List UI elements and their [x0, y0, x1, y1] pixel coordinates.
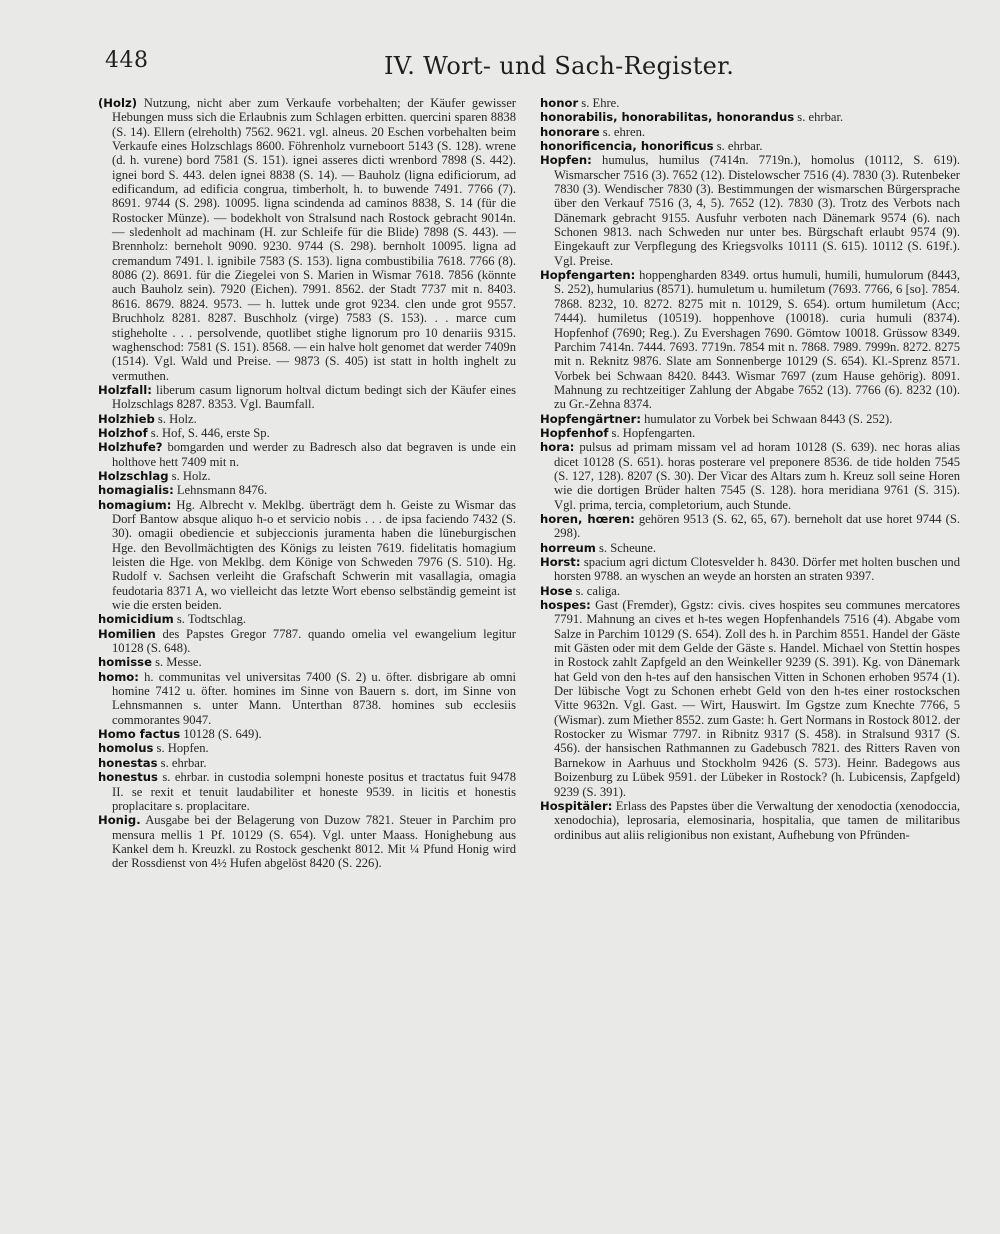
index-entry — [98, 96, 516, 383]
entry-text: s. ehrbar. — [157, 755, 207, 770]
entry-text: pulsus ad primam missam vel ad horam 10128 (S. 639). nec horas alias dicet 10128 (S. 651). horas posterare vel preponere 8536. de tide holden 7545 (S. 127, 128). 8207 (S. 30). Der Vicar des Altars zum h. Kreuz soll seine Horen wie die dortigen Brüder halten 7545 (S. 128). hora meridiana 9761 (S. 315). Vgl. prima, tercia, completorium, auch Stunde. — [554, 440, 960, 512]
right-column — [540, 96, 960, 842]
entry-text: s. ehren. — [599, 124, 646, 139]
index-entry — [540, 598, 960, 799]
entry-headword: horen, hœren: — [540, 511, 635, 526]
entry-headword: Holzhof — [98, 425, 148, 440]
entry-text: s. ehrbar. — [794, 110, 844, 125]
entry-headword: hospes: — [540, 598, 591, 613]
entry-headword: homisse — [98, 655, 152, 670]
index-entry — [98, 483, 516, 497]
index-entry — [98, 426, 516, 440]
entry-text: s. Hopfengarten. — [608, 425, 696, 440]
index-entry — [540, 125, 960, 139]
page-title: IV. Wort- und Sach-Register. — [384, 52, 735, 80]
entry-headword: Hopfenhof — [540, 425, 609, 440]
entry-text: Nutzung, nicht aber zum Verkaufe vorbehalten; der Käufer gewisser Hebungen muss sich die Erlaubnis zum Schlagen erbitten. quercini sparen 8838 (S. 14). Ellern (elreholth) 7562. 9621. vgl. alneus. 20 Eschen vorbehalten beim Verkaufe eines Holzschlags 8600. Föhrenholz vurneboort 5143 (S. 128). wrene (d. h. vurene) bord 7581 (S. 151). ignei asseres dicti wrenbord 7898 (S. 442). ignei bord S. 443. delen ignei 8838 (S. 14). — Bauholz (ligna edificiorum, ad edificandum, ad edificia congrua, timberholt, h. to buwende 7491. 7766 (7). 8691. 9744 (S. 298). 10095. ligna scindenda ad caminos 8838, S. 14 (für die Rostocker Münze). — bodekholt von Stralsund nach Rostock gebracht 9014n. — sledenholt ad machinam (H. zur Schleife für die Blide) 7898 (S. 443). — Brennholz: berneholt 9090. 9230. 9744 (S. 298). bernholt 10095. ligna ad cremandum 7491. l. ignibile 7583 (S. 153). ligna combustibilia 7618. 7766 (8). 8086 (2). 8691. für die Ziegelei von S. Marien in Wismar 7618. 7856 (könnte auch Bauholz sein). 7920 (Eichen). 7991. 8562. der Stadt 7737 mit n. 8403. 8616. 8679. 8824. 9573. — h. luttek unde grot 9234. clen unde grot 9557. Bruchholz 8281. 8287. Buschholz (virge) 7583 (S. 153). . . marce cum stigheholte . . . persolvende, quotlibet stighe lignorum pro 10 denariis 9315. waghenschod: 7581 (S. 151). 8568. — ein halve holt genomet dat werder 7409n (1514). Vgl. Wald und Preise. — 9873 (S. 405) ist statt in holth inghelt zu vermuthen. — [112, 96, 516, 383]
entry-headword: Holzhieb — [98, 411, 155, 426]
index-entry — [98, 727, 516, 741]
entry-text: s. ehrbar. in custodia solempni honeste positus et tractatus fuit 9478 II. se rexit et tenuit laudabiliter et honeste 9539. in licitis et honestis proplacitare s. proplacitare. — [112, 770, 516, 813]
index-entry — [98, 627, 516, 656]
entry-text: hoppengharden 8349. ortus humuli, humili, humulorum (8443, S. 252), humularius (8571). humuletum u. humiletum (7693. 7766, 6 [so]. 7854. 7868. 8232, 10. 8272. 8275 mit n. 10129, S. 654). ortum humiletum (Acc; 7444). humiletus (10519). hoppenhove (10018). curia humuli (8374). Hopfenhof (7690; Reg.). Zu Evershagen 7690. Gömtow 10018. Grüssow 8349. Parchim 7414n. 7444. 7693. 7719n. 7854 mit n. 7868. 7989. 7999n. 8272. 8275 mit n. Reknitz 9876. Slate am Sonnenberge 10129 (S. 654). Kl.-Sprenz 8571. Vorbek bei Schwaan 8420. 8443. Wismar 7697 (zum Hause gehörig). 8091. Mahnung zu rechtzeitiger Zahlung der Abgabe 7652 (13). 7766 (6). 8232 (10). zu Gr.-Zehna 8374. — [554, 268, 960, 412]
index-entry — [98, 813, 516, 870]
index-entry — [98, 469, 516, 483]
entry-headword: Hopfen: — [540, 153, 592, 168]
index-entry — [98, 741, 516, 755]
entry-headword: homo: — [98, 669, 139, 684]
entry-text: s. Scheune. — [595, 540, 657, 555]
index-entry — [98, 383, 516, 412]
entry-text: des Papstes Gregor 7787. quando omelia vel ewangelium legitur 10128 (S. 648). — [112, 626, 516, 656]
entry-text: humulus, humilus (7414n. 7719n.), homolus (10112, S. 619). Wismarscher 7516 (3). 7652 (12). Distelowscher 7516 (4). 7830 (3). Rutenbeker 7830 (3). Wendischer 7830 (3). Bestimmungen der wismarschen Bürgersprache über den Verkauf 7516 (3, 4, 5). 7652 (12). 7830 (3). Trotz des Verbots nach Dänemark gebracht 9155. Ausfuhr verboten nach Dänemark 9574 (6). nach Schonen 9813. nach Schweden nur unter bes. Bürgschaft erlaubt 9574 (9). Eingekauft zur Verpflegung des Kriegsvolks 10111 (S. 615). 10112 (S. 619f.). Vgl. Preise. — [554, 153, 960, 268]
entry-text: spacium agri dictum Clotesvelder h. 8430. Dörfer met holten buschen und horsten 9788. an wyschen an weyde an horsten an straten 9397. — [554, 555, 960, 584]
entry-headword: Holzhufe? — [98, 440, 163, 455]
entry-headword: Horst: — [540, 555, 581, 569]
entry-headword: honorare — [540, 124, 600, 139]
index-entry — [540, 96, 960, 110]
index-entry — [540, 799, 960, 842]
entry-text: humulator zu Vorbek bei Schwaan 8443 (S. 252). — [640, 411, 893, 426]
index-entry — [98, 498, 516, 613]
index-entry — [540, 584, 960, 598]
entry-headword: Honig. — [98, 813, 141, 828]
entry-text: h. communitas vel universitas 7400 (S. 2) u. öfter. disbrigare ab omni homine 7412 u. öfter. homines im Sinne von Bauern s. dort, im Sinne von Lehnsmannen s. unter Mann. Unterthan 8738. homines sub ecclesiis commorantes 9047. — [112, 669, 516, 727]
entry-headword: homolus — [98, 741, 154, 756]
left-column — [98, 96, 516, 871]
index-entry — [540, 512, 960, 541]
index-entry — [540, 412, 960, 426]
entry-headword: Hopfengarten: — [540, 268, 636, 283]
entry-headword: homagium: — [98, 497, 172, 512]
entry-text: liberum casum lignorum holtval dictum bedingt sich der Käufer eines Holzschlags 8287. 8353. Vgl. Baumfall. — [112, 382, 516, 412]
index-entry — [540, 153, 960, 268]
entry-text: s. Todtschlag. — [173, 612, 247, 627]
entry-text: Ausgabe bei der Belagerung von Duzow 7821. Steuer in Parchim pro mensura mellis 1 Pf. 10129 (S. 654). Vgl. unter Maass. Honighebung aus Kankel dem h. Kreuzkl. zu Rostock geschenkt 8012. Mit ¼ Pfund Honig wird der Rossdienst von 4½ Hufen abgelöst 8420 (S. 226). — [112, 813, 516, 871]
entry-headword: Hospitäler: — [540, 798, 613, 813]
entry-text: s. Holz. — [168, 468, 211, 483]
entry-text: s. caliga. — [572, 583, 620, 598]
index-entry — [98, 770, 516, 813]
entry-headword: hora: — [540, 440, 575, 455]
index-entry — [540, 541, 960, 555]
entry-headword: (Holz) — [98, 96, 137, 110]
index-entry — [98, 756, 516, 770]
entry-text: bomgarden und werder zu Badresch also dat begraven is unde ein holthove hett 7409 mit n. — [112, 440, 516, 469]
index-entry — [540, 139, 960, 153]
entry-text: s. Messe. — [151, 655, 202, 670]
entry-text: s. Hof, S. 446, erste Sp. — [147, 425, 270, 440]
entry-headword: honestus — [98, 770, 158, 785]
entry-text: s. Holz. — [154, 411, 197, 426]
entry-text: gehören 9513 (S. 62, 65, 67). berneholt dat use horet 9744 (S. 298). — [554, 511, 960, 541]
entry-text: Hg. Albrecht v. Meklbg. überträgt dem h. Geiste zu Wismar das Dorf Bantow absque aliquo h-o et servicio nobis . . . de ipsa faciendo 7432 (S. 30). omagii obediencie et subjeccionis juramenta haben die lüneburgischen Hge. den Bevollmächtigten des Königs zu leisten 7619. fidelitatis homagium leisten die Hge. von Meklbg. dem Könige von Schweden 7976 (S. 510). Hg. Rudolf v. Sachsen verleiht die Grafschaft Schwerin mit vasallagia, omagia feudotaria 8371 A, wo vielleicht das letzte Wort ebenso selbständig gemeint ist wie die ersten beiden. — [112, 497, 516, 613]
index-entry — [540, 268, 960, 411]
entry-headword: homicidium — [98, 612, 174, 627]
entry-headword: Homo factus — [98, 727, 181, 742]
entry-headword: Homilien — [98, 626, 156, 641]
entry-text: Lehnsmann 8476. — [173, 483, 268, 498]
entry-text: Gast (Fremder), Ggstz: civis. cives hospites seu communes mercatores 7791. Mahnung an cives et h-tes wegen Hopfenhandels 7516 (4). Abgabe vom Salze in Parchim 10129 (S. 654). Zoll des h. in Parchim 8551. Handel der Gäste mit Gästen oder mit dem Gelde der Gäste s. Handel. Michael von Stettin hospes in Rostock zahlt Zapfgeld an den Weinkeller 9239 (S. 391). Kg. von Dänemark hat Geld von den h-tes auf den hansischen Vitten in Schonen erhoben 9574 (1). Der lübische Vogt zu Schonen erhebt Geld von den h-tes einer rostockschen Vitte 9632n. Vgl. Gast. — Wirt, Hauswirt. Im Ggstze zum Knechte 7766, 5 (Wismar). zum Miether 8552. zum Gaste: h. Gert Normans in Rostock 8012. der Rostocker zu Wismar 7797. in Ribnitz 9317 (S. 458). in Stralsund 9317 (S. 456). der hansischen Rathmannen zu Gadebusch 7821. des Ritters Raven von Barnekow in Aarhuus und Stockholm 9426 (S. 573). Heinr. Badegows aus Boizenburg zu Lübek 9591. der Lübeker in Rostock? (h. Lubicensis, Zapfgeld) 9239 (S. 391). — [554, 598, 960, 799]
entry-text: s. ehrbar. — [713, 139, 763, 154]
entry-headword: horreum — [540, 540, 596, 555]
entry-text: Erlass des Papstes über die Verwaltung der xenodoctia (xenodoccia, xenodochia), leprosaria, elemosinaria, hospitalia, que tamen de militaribus ordinibus aut aliis religionibus non existant, Aufhebung von Pfründen- — [554, 798, 960, 842]
entry-headword: homagialis: — [98, 483, 174, 498]
page-header — [0, 0, 1000, 90]
entry-headword: honorificencia, honorificus — [540, 139, 714, 154]
index-entry — [98, 670, 516, 727]
index-entry — [98, 655, 516, 669]
index-entry — [540, 426, 960, 440]
entry-text: 10128 (S. 649). — [180, 727, 262, 742]
index-entry — [540, 110, 960, 124]
index-entry — [540, 440, 960, 512]
entry-headword: Hose — [540, 583, 573, 598]
entry-text: s. Hopfen. — [153, 741, 209, 756]
entry-headword: Holzschlag — [98, 468, 169, 483]
entry-headword: honorabilis, honorabilitas, honorandus — [540, 110, 795, 125]
entry-headword: Hopfengärtner: — [540, 411, 641, 426]
index-entry — [98, 440, 516, 469]
index-entry — [540, 555, 960, 584]
index-entry — [98, 612, 516, 626]
page-number: 448 — [105, 48, 149, 73]
entry-headword: honestas — [98, 755, 158, 770]
index-entry — [98, 412, 516, 426]
entry-headword: honor — [540, 96, 579, 110]
entry-text: s. Ehre. — [578, 96, 620, 110]
entry-headword: Holzfall: — [98, 382, 152, 397]
